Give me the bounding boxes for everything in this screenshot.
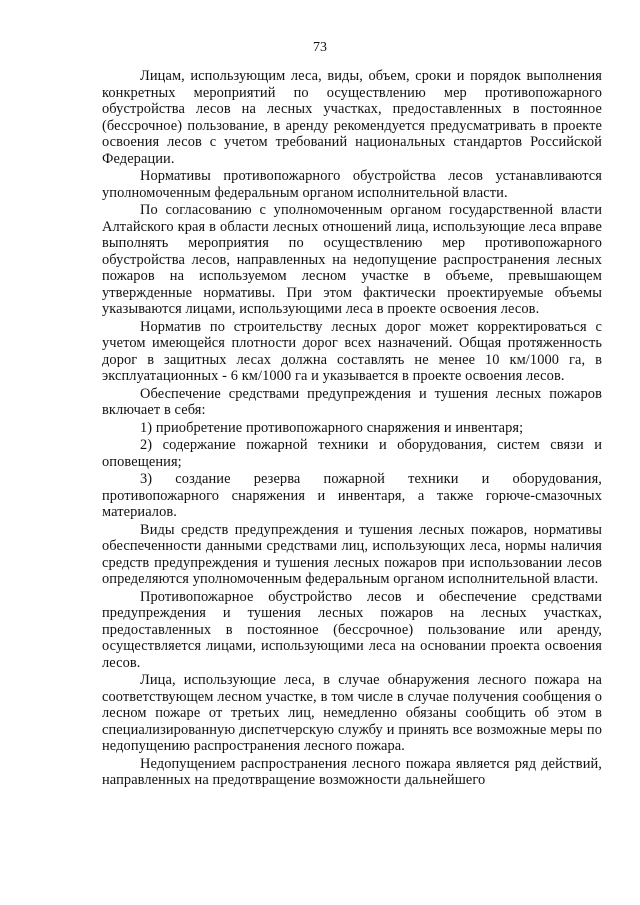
paragraph: Лица, использующие леса, в случае обнаружения лесного пожара на соответствующем лесном участке, в том числе в случае получения сообщения о лесном пожаре от третьих лиц, немедленно обязаны сообщить об этом в специализированную диспетчерскую службу и принять все возможные меры по недопущению распространения лесного пожара. [102, 672, 602, 754]
paragraph: По согласованию с уполномоченным органом государственной власти Алтайского края в области лесных отношений лица, использующие леса вправе выполнять мероприятия по осуществлению мер противопожарного обустройства лесов, направленных на недопущение распространения лесных пожаров на используемом лесном участке в объеме, превышающем утвержденные нормативы. При этом фактически проектируемые объемы указываются лицами, использующими леса в проекте освоения лесов. [102, 202, 602, 317]
paragraph: Лицам, использующим леса, виды, объем, сроки и порядок выполнения конкретных мероприятий по осуществлению мер противопожарного обустройства лесов на лесных участках, предоставленных в постоянное (бессрочное) пользование, в аренду рекомендуется предусматривать в проекте освоения лесов с учетом требований национальных стандартов Российской Федерации. [102, 68, 602, 167]
paragraph: Недопущением распространения лесного пожара является ряд действий, направленных на предотвращение возможности дальнейшего [102, 755, 602, 788]
list-item: 2) содержание пожарной техники и оборудования, систем связи и оповещения; [102, 437, 602, 470]
body-text [102, 68, 602, 789]
page-number: 73 [313, 40, 327, 55]
list-item: 1) приобретение противопожарного снаряжения и инвентаря; [140, 419, 524, 436]
paragraph: Противопожарное обустройство лесов и обеспечение средствами предупреждения и тушения лесных пожаров на лесных участках, предоставленных в постоянное (бессрочное) пользование или аренду, осуществляется лицами, использующими леса на основании проекта освоения лесов. [102, 588, 602, 671]
paragraph: Обеспечение средствами предупреждения и тушения лесных пожаров включает в себя: [102, 385, 602, 418]
paragraph: Виды средств предупреждения и тушения лесных пожаров, нормативы обеспеченности данными средствами лиц, использующих леса, нормы наличия средств предупреждения и тушения лесных пожаров при использовании лесов определяются уполномоченным федеральным органом исполнительной власти. [102, 521, 602, 587]
paragraph: Норматив по строительству лесных дорог может корректироваться с учетом имеющейся плотности дорог всех назначений. Общая протяженность дорог в защитных лесах должна составлять не менее 10 км/1000 га, в эксплуатационных - 6 км/1000 га и указывается в проекте освоения лесов. [102, 318, 602, 384]
list-item: 3) создание резерва пожарной техники и оборудования, противопожарного снаряжения и инвентаря, а также горюче-смазочных материалов. [102, 471, 602, 520]
paragraph: Нормативы противопожарного обустройства лесов устанавливаются уполномоченным федеральным органом исполнительной власти. [102, 168, 602, 201]
